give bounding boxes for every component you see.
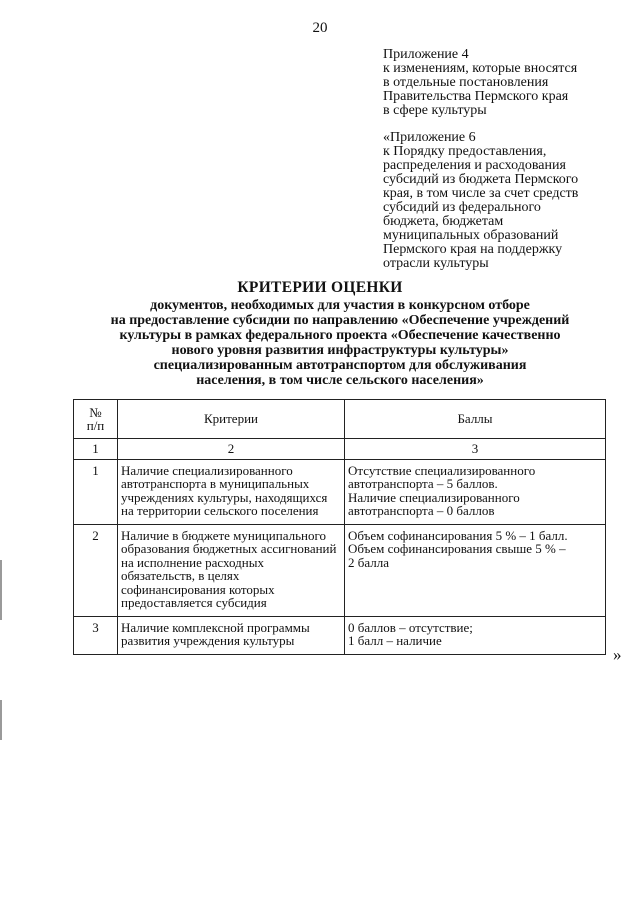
- criteria-cell: [118, 459, 345, 524]
- points-line: 2 балла: [348, 554, 389, 570]
- appendix-6-line: «Приложение 6: [383, 130, 476, 145]
- document-subtitle: [60, 298, 620, 388]
- appendix-6-line: бюджета, бюджетам: [383, 214, 504, 229]
- points-line: Объем софинансирования 5 % – 1 балл.: [348, 527, 568, 543]
- criteria-line: на исполнение расходных: [121, 554, 264, 570]
- criteria-line: Наличие в бюджете муниципального: [121, 527, 326, 543]
- scan-edge-mark: [0, 700, 2, 740]
- column-index-cell: 3: [345, 439, 606, 460]
- criteria-line: образования бюджетных ассигнований: [121, 541, 337, 556]
- header-num: [74, 400, 118, 439]
- appendix-4-header: [383, 48, 613, 118]
- scan-edge-mark: [0, 560, 2, 620]
- appendix-6-line: края, в том числе за счет средств: [383, 186, 579, 201]
- points-line: 1 балл – наличие: [348, 633, 442, 648]
- column-index-cell: 1: [74, 439, 118, 460]
- points-line: Наличие специализированного: [348, 489, 520, 505]
- subtitle-line: нового уровня развития инфраструктуры культуры»: [171, 343, 509, 358]
- header-num-line: №: [89, 404, 102, 420]
- appendix-6-line: отрасли культуры: [383, 256, 489, 271]
- points-line: автотранспорта – 5 баллов.: [348, 476, 498, 491]
- appendix-6-line: субсидий из бюджета Пермского: [383, 172, 579, 187]
- row-number: 3: [74, 616, 118, 654]
- criteria-line: предоставляется субсидия: [121, 595, 267, 610]
- appendix-4-line: в отдельные постановления: [383, 75, 549, 90]
- appendix-6-line: к Порядку предоставления,: [383, 144, 547, 159]
- row-number: 2: [74, 524, 118, 616]
- criteria-line: софинансирования которых: [121, 581, 275, 597]
- appendix-6-header: [383, 131, 613, 271]
- criteria-line: на территории сельского поселения: [121, 503, 319, 518]
- page-number: 20: [312, 20, 328, 36]
- header-criteria: Критерии: [118, 400, 345, 439]
- appendix-4-line: в сфере культуры: [383, 103, 487, 118]
- criteria-line: Наличие комплексной программы: [121, 619, 310, 635]
- criteria-line: Наличие специализированного: [121, 462, 293, 478]
- criteria-line: автотранспорта в муниципальных: [121, 476, 310, 491]
- table-row: [74, 459, 606, 524]
- points-line: 0 баллов – отсутствие;: [348, 619, 473, 635]
- header-num-line: п/п: [86, 418, 105, 433]
- table-row: [74, 616, 606, 654]
- document-title: КРИТЕРИИ ОЦЕНКИ: [237, 279, 403, 296]
- subtitle-line: культуры в рамках федерального проекта «Обеспечение качественно: [119, 328, 561, 343]
- criteria-line: учреждениях культуры, находящихся: [121, 489, 328, 505]
- subtitle-line: населения, в том числе сельского населения»: [196, 373, 484, 388]
- closing-quote: »: [613, 645, 622, 664]
- points-cell: [345, 459, 606, 524]
- criteria-cell: [118, 616, 345, 654]
- column-index-cell: 2: [118, 439, 345, 460]
- subtitle-line: специализированным автотранспортом для обслуживания: [153, 358, 527, 373]
- table-header-row: [74, 400, 606, 439]
- appendix-4-line: Правительства Пермского края: [383, 89, 569, 104]
- points-line: Отсутствие специализированного: [348, 462, 536, 478]
- header-points: Баллы: [345, 400, 606, 439]
- appendix-4-line: к изменениям, которые вносятся: [383, 61, 578, 76]
- appendix-4-line: Приложение 4: [383, 47, 469, 62]
- criteria-line: обязательств, в целях: [121, 568, 240, 583]
- points-line: Объем софинансирования свыше 5 % –: [348, 541, 566, 556]
- subtitle-line: документов, необходимых для участия в конкурсном отборе: [150, 298, 530, 313]
- criteria-cell: [118, 524, 345, 616]
- subtitle-line: на предоставление субсидии по направлению «Обеспечение учреждений: [110, 313, 570, 328]
- points-line: автотранспорта – 0 баллов: [348, 503, 495, 518]
- appendix-6-line: муниципальных образований: [383, 228, 559, 243]
- appendix-6-line: субсидий из федерального: [383, 200, 541, 215]
- criteria-table: [73, 399, 606, 655]
- appendix-6-line: Пермского края на поддержку: [383, 242, 563, 257]
- row-number: 1: [74, 459, 118, 524]
- appendix-6-line: распределения и расходования: [383, 158, 566, 173]
- points-cell: [345, 616, 606, 654]
- criteria-line: развития учреждения культуры: [121, 633, 295, 648]
- points-cell: [345, 524, 606, 616]
- column-index-row: [74, 439, 606, 460]
- table-row: [74, 524, 606, 616]
